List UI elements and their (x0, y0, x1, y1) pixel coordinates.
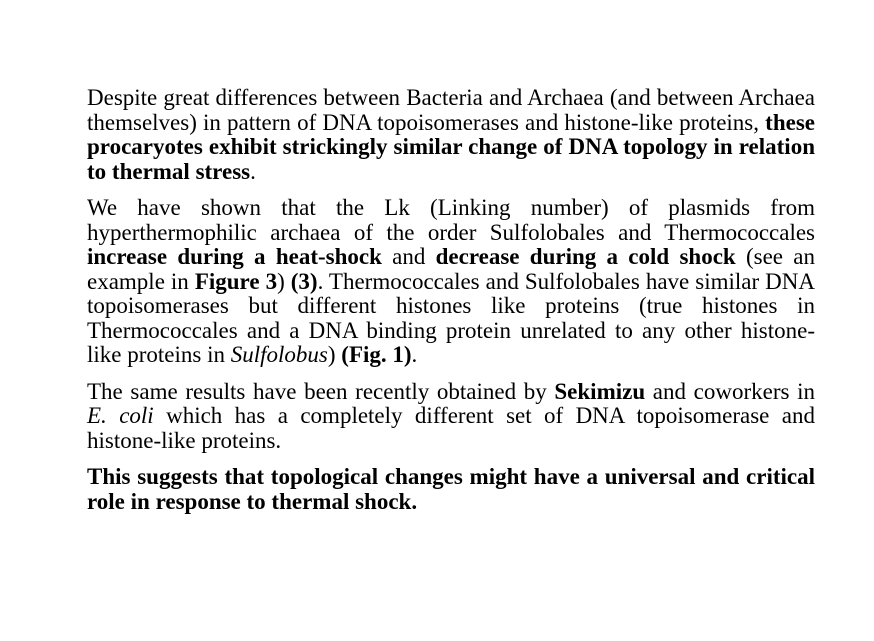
text-span: The same results have been recently obtained by (87, 378, 555, 404)
bold-span: Sekimizu (554, 378, 646, 404)
text-span: Despite great differences between Bacteria and Archaea (and between Archaea themselves) in pattern of DNA topoisomerases and histone-like proteins, (87, 85, 815, 135)
text-span: and (381, 244, 436, 269)
text-span: which has a completely different set of DNA topoisomerase and histone-like proteins. (87, 403, 815, 453)
italic-span: E. coli (87, 403, 154, 428)
text-span: . (250, 158, 256, 184)
text-span: We have shown that the Lk (Linking number) of plasmids from hyperthermophilic archaea of the order Sulfolobales and Thermococcales (87, 195, 815, 245)
paragraph-lk-results (87, 196, 815, 368)
figure-reference: Figure 3 (194, 268, 278, 294)
paragraph-intro (87, 86, 815, 184)
paragraph-ecoli (87, 380, 815, 454)
text-span: and coworkers in (645, 378, 815, 404)
bold-span: decrease during a cold shock (435, 244, 736, 269)
paragraph-conclusion (87, 465, 815, 514)
text-span: (see an example in (87, 244, 815, 294)
bold-span: these procaryotes exhibit strickingly similar change of DNA topology in relation to thermal stress (87, 109, 815, 184)
text-span: ) (277, 268, 291, 294)
citation-reference: (3) (290, 268, 318, 294)
text-span: ) (327, 342, 342, 367)
bold-span: increase during a heat-shock (87, 244, 382, 269)
document-body (87, 86, 815, 526)
bold-span: This suggests that topological changes might have a universal and critical role in response to thermal shock. (87, 464, 815, 514)
italic-span: Sulfolobus (230, 342, 328, 367)
text-span: . Thermococcales and Sulfolobales have similar DNA topoisomerases but different histones like proteins (true histones in Thermococcales and a DNA binding protein unrelated to any other histone-like proteins in (87, 268, 815, 367)
figure-reference: (Fig. 1) (341, 342, 412, 367)
text-span: . (411, 342, 418, 367)
